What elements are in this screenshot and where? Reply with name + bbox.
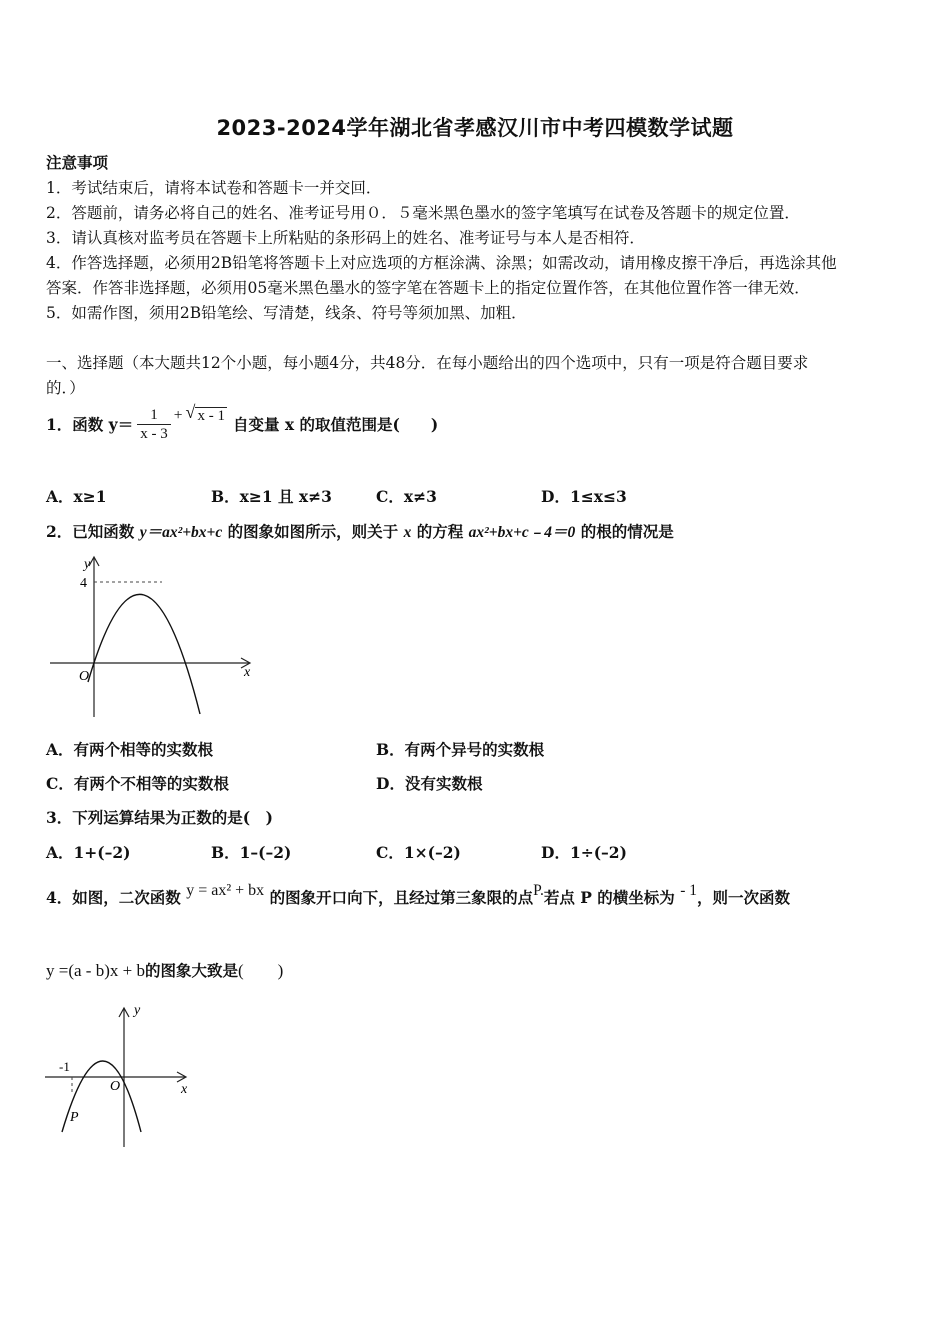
question-1-stem xyxy=(46,398,438,450)
q4-quadratic-formula: y = ax² + bx xyxy=(186,882,265,899)
q2-parabola-graph xyxy=(44,552,264,724)
q2-y-label: y xyxy=(84,557,91,572)
q4-y-label: y xyxy=(134,1003,141,1018)
q1-sqrt xyxy=(185,401,227,425)
q2-parabola-curve xyxy=(88,594,200,714)
question-4-stem-line2 xyxy=(46,956,283,981)
q1-option-d[interactable]: D．1≤x≤3 xyxy=(541,487,627,506)
q4-x-label: x xyxy=(181,1082,188,1097)
notice-item: 4．作答选择题，必须用2B铅笔将答题卡上对应选项的方框涂满、涂黑；如需改动，请用橡皮擦干净后，再选涂其他 xyxy=(46,254,837,272)
notice-heading: 注意事项 xyxy=(46,153,109,172)
q2-stem-part: 2．已知函数 xyxy=(46,522,140,541)
q4-paren: ( ) xyxy=(237,961,284,980)
q1-suffix: 自变量 x 的取值范围是( ) xyxy=(232,415,439,434)
q2-stem-part: 的根的情况是 xyxy=(575,522,674,541)
q3-option-a[interactable]: A．1+(–2) xyxy=(46,843,131,862)
q1-fraction xyxy=(137,406,171,443)
page-title: 2023-2024学年湖北省孝感汉川市中考四模数学试题 xyxy=(216,116,734,140)
q4-stem-part: 4．如图，二次函数 xyxy=(46,888,181,907)
q2-stem-part: 的图象如图所示，则关于 xyxy=(222,522,404,541)
section-heading-line1: 一、选择题（本大题共12个小题，每小题4分，共48分．在每小题给出的四个选项中，只有一项是符合题目要求 xyxy=(46,354,809,372)
q1-option-a[interactable]: A．x≥1 xyxy=(46,487,107,506)
q2-equation: ax²+bx+c﹣4＝0 xyxy=(468,524,576,541)
q4-stem-part: 的图象开口向下，且经过第三象限的点 xyxy=(269,888,534,907)
q4-origin-label: O xyxy=(110,1079,121,1094)
q3-option-d[interactable]: D．1÷(–2) xyxy=(541,843,627,862)
q1-option-c[interactable]: C．x≠3 xyxy=(376,487,437,506)
q2-option-d[interactable]: D．没有实数根 xyxy=(376,774,483,793)
q4-stem-part: ，则一次函数 xyxy=(697,888,791,907)
notice-item: 3．请认真核对监考员在答题卡上所粘贴的条形码上的姓名、准考证号与本人是否相符． xyxy=(46,229,645,247)
q4-linear-formula: y =(a - b)x + b xyxy=(46,961,145,980)
q4-point-label: P. xyxy=(533,882,544,899)
section-heading-line2: 的．） xyxy=(46,379,85,397)
q1-prefix: 1．函数 y＝ xyxy=(46,415,134,434)
notice-item: 1．考试结束后，请将本试卷和答题卡一并交回． xyxy=(46,179,382,197)
q3-option-c[interactable]: C．1×(–2) xyxy=(376,843,461,862)
q4-p-label: P xyxy=(70,1110,79,1125)
notice-item: 答案．作答非选择题，必须用05毫米黑色墨水的签字笔在答题卡上的指定位置作答，在其他位置作答一律无效． xyxy=(46,279,810,297)
q1-sqrt-radicand: x - 1 xyxy=(197,407,225,424)
question-2-stem xyxy=(46,520,674,542)
q1-plus: + xyxy=(173,407,183,424)
q2-option-b[interactable]: B．有两个异号的实数根 xyxy=(376,740,545,759)
q2-option-a[interactable]: A．有两个相等的实数根 xyxy=(46,740,214,759)
q2-x-label: x xyxy=(244,665,251,680)
q3-option-b[interactable]: B．1–(–2) xyxy=(211,843,292,862)
q4-neg-one-label: -1 xyxy=(59,1059,70,1074)
q4-x-value: - 1 xyxy=(680,882,698,899)
q2-variable: x xyxy=(403,524,412,541)
question-3-stem: 3．下列运算结果为正数的是( ) xyxy=(46,808,273,827)
q4-parabola-graph xyxy=(40,1000,200,1152)
q4-stem-part: 的图象大致是 xyxy=(144,961,238,980)
q2-option-c[interactable]: C．有两个不相等的实数根 xyxy=(46,774,229,793)
q4-stem-part: 若点 P 的横坐标为 xyxy=(543,888,675,907)
notice-item: 5．如需作图，须用2B铅笔绘、写清楚，线条、符号等须加黑、加粗． xyxy=(46,304,527,322)
q2-origin-label: O xyxy=(79,669,90,684)
q1-fraction-denominator: x - 3 xyxy=(140,425,168,442)
q1-fraction-numerator: 1 xyxy=(137,406,171,425)
sqrt-radical-icon: √ xyxy=(185,401,196,422)
question-4-stem xyxy=(46,882,791,908)
q2-four-label: 4 xyxy=(80,576,87,591)
q2-function: y＝ax²+bx+c xyxy=(139,524,223,541)
notice-item: 2．答题前，请务必将自己的姓名、准考证号用０．５毫米黑色墨水的签字笔填写在试卷及答题卡的规定位置． xyxy=(46,204,800,222)
q1-option-b[interactable]: B．x≥1 且 x≠3 xyxy=(211,487,332,506)
q2-stem-part: 的方程 xyxy=(411,522,469,541)
